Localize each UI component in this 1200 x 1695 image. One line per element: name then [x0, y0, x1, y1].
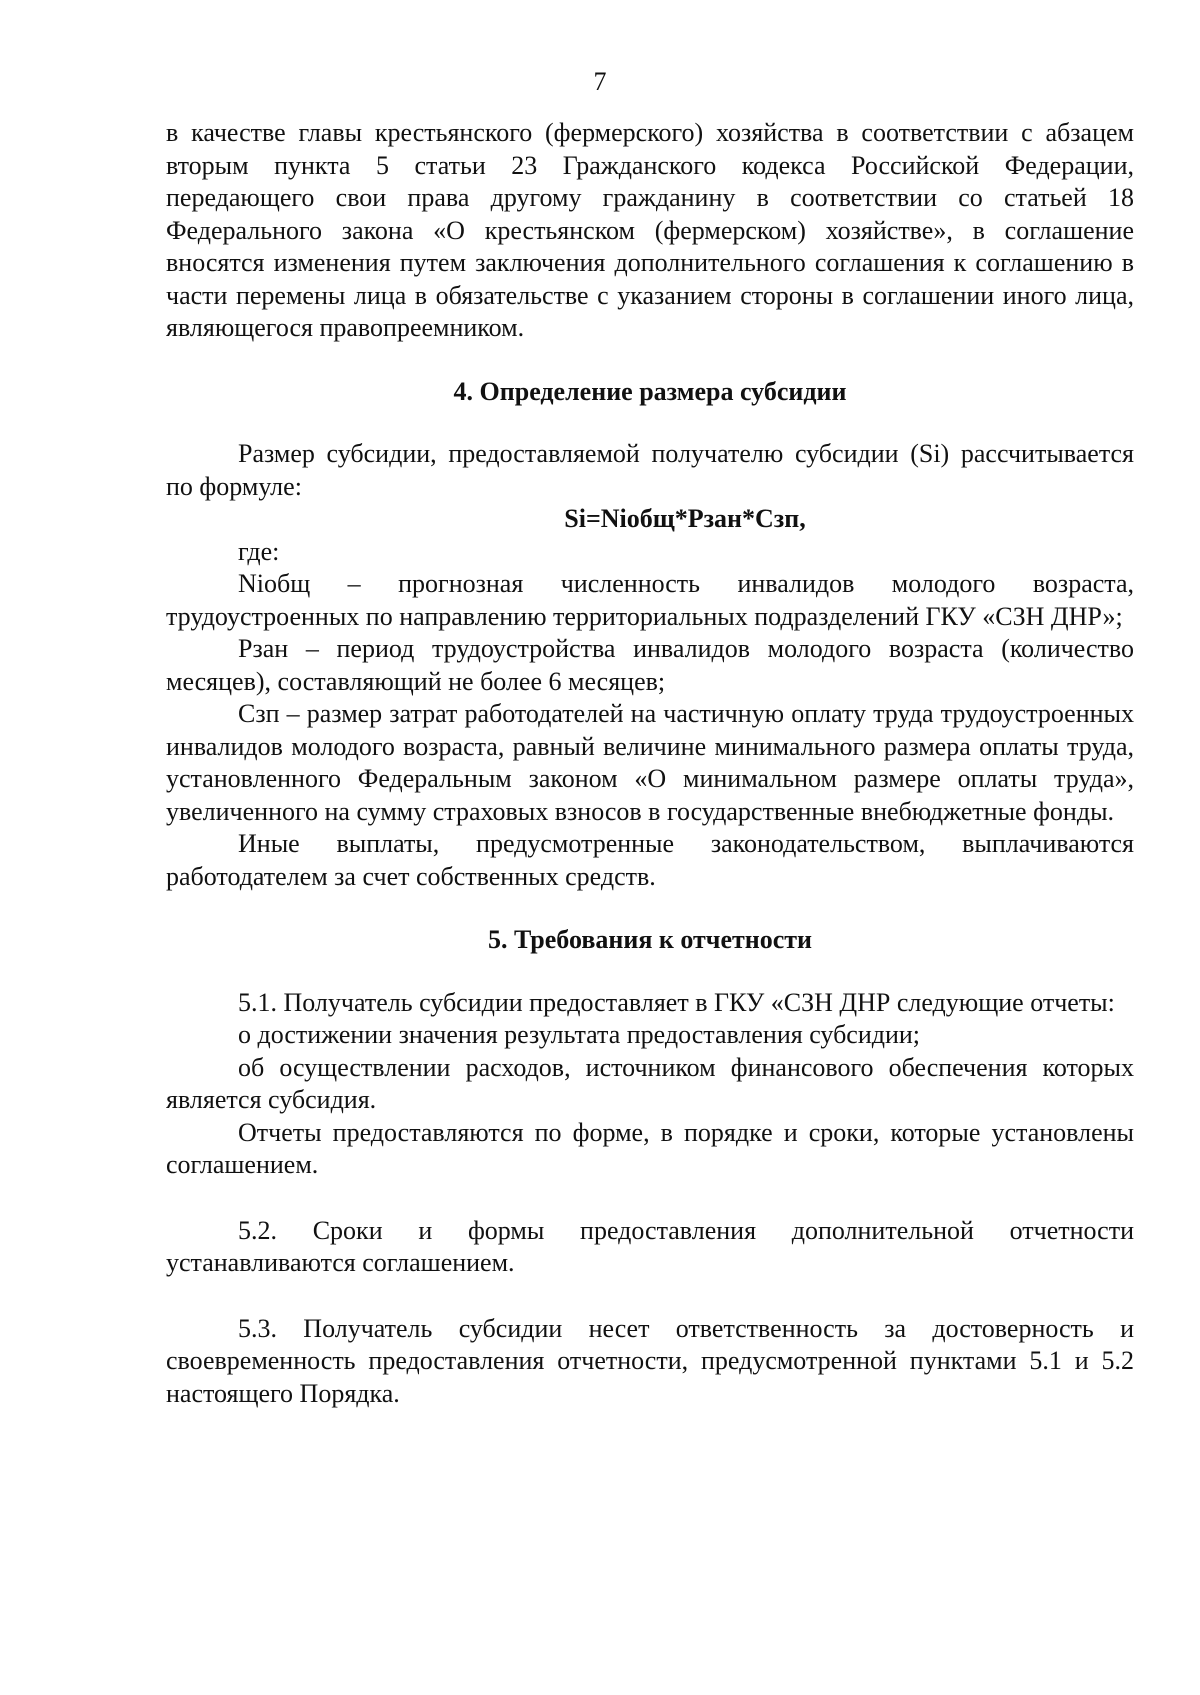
section-4-heading: 4. Определение размера субсидии — [453, 376, 847, 406]
definition-r-employment: Рзан – период трудоустройства инвалидов молодого возраста (количество месяцев), составляющий не более 6 месяцев; — [166, 634, 1134, 696]
subsidy-formula: Si=Niобщ*Рзан*Сзп, — [564, 504, 806, 533]
document-body — [166, 117, 1134, 1410]
intro-paragraph: в качестве главы крестьянского (фермерского) хозяйства в соответствии с абзацем вторым пункта 5 статьи 23 Гражданского кодекса Российской Федерации, передающего свои права другому гражданину в соответствии со статьей 18 Федерального закона «О крестьянском (фермерском) хозяйстве», в соглашение вносятся изменения путем заключения дополнительного соглашения к соглашению в части перемены лица в обязательстве с указанием стороны в соглашении иного лица, являющегося правопреемником. — [166, 118, 1134, 342]
definition-c-wage: Сзп – размер затрат работодателей на частичную оплату труда трудоустроенных инвалидов молодого возраста, равный величине минимального размера оплаты труда, установленного Федеральным законом «О минимальном размере оплаты труда», увеличенного на сумму страховых взносов в государственные внебюджетные фонды. — [166, 699, 1134, 826]
other-payments: Иные выплаты, предусмотренные законодательством, выплачиваются работодателем за счет собственных средств. — [166, 829, 1134, 891]
clause-5-1-item-1: о достижении значения результата предоставления субсидии; — [238, 1020, 921, 1049]
section-4-intro: Размер субсидии, предоставляемой получателю субсидии (Si) рассчитывается по формуле: — [166, 439, 1134, 501]
section-5-heading: 5. Требования к отчетности — [487, 925, 813, 954]
clause-5-1-note: Отчеты предоставляются по форме, в порядке и сроки, которые установлены соглашением. — [166, 1117, 1134, 1179]
formula-where: где: — [238, 536, 280, 566]
clause-5-1-item-2: об осуществлении расходов, источником финансового обеспечения которых является субсидия. — [166, 1052, 1134, 1114]
page-number: 7 — [593, 67, 607, 96]
clause-5-2: 5.2. Сроки и формы предоставления дополнительной отчетности устанавливаются соглашением. — [166, 1215, 1134, 1277]
clause-5-3: 5.3. Получатель субсидии несет ответственность за достоверность и своевременность предоставления отчетности, предусмотренной пунктами 5.1 и 5.2 настоящего Порядка. — [166, 1313, 1134, 1408]
clause-5-1: 5.1. Получатель субсидии предоставляет в ГКУ «СЗН ДНР следующие отчеты: — [238, 987, 1115, 1017]
definition-n-total: Niобщ – прогнозная численность инвалидов молодого возраста, трудоустроенных по направлению территориальных подразделений ГКУ «СЗН ДНР»; — [166, 569, 1134, 631]
